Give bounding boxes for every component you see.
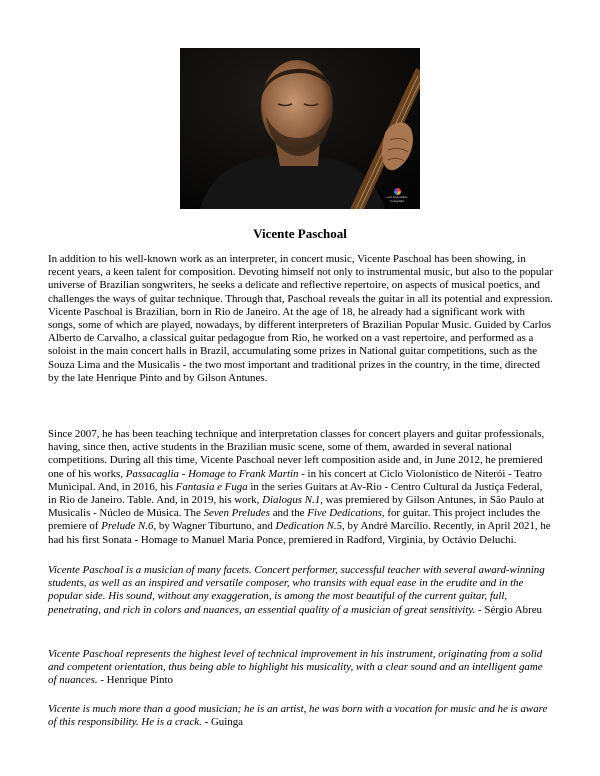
photographer-logo-icon [394, 188, 401, 195]
bio-text: - in his concert at Ciclo Violonístico de Niterói - Teatro Municipal. And, in 2016, his [48, 467, 542, 493]
work-title: Passacaglia - Homage to Frank Martin [125, 467, 299, 480]
bio-text: and the [270, 507, 308, 520]
quote-text: Vicente is much more than a good musician; he is an artist, he was born with a vocation for music and he is aware of this responsibility. He is a crack. [48, 703, 548, 729]
bio-paragraph-1: In addition to his well-known work as an interpreter, in concert music, Vicente Paschoal has been showing, in recent years, a keen talent for composition. Devoting himself not only to instrumental music, but also to the popular universe of Brazilian songwriters, he seeks a delicate and reflective repertoire, on aspects of musical poetics, and challenges the ways of guitar technique. Through that, Paschoal reveals the guitar in all its potential and expression. Vicente Paschoal is Brazilian, born in Rio de Janeiro. At the age of 18, he already had a significant work with songs, some of which are played, nowadays, by different interpreters of Brazilian Popular Music. Guided by Carlos Alberto de Carvalho, a classical guitar pedagogue from Rio, he worked on a vast repertoire, and performed as a soloist in the main concert halls in Brazil, accumulating some prizes in National guitar competitions, such as the Souza Lima and the Musicalis - the two most important and traditional prizes in the country, in the time, directed by the late Henrique Pinto and by Gilson Antunes. [48, 253, 553, 384]
quote-text: Vicente Paschoal represents the highest level of technical improvement in his instrument, originating from a solid and competent orientation, thus being able to highlight his musicality, with a clear sound and an intelligent game of nuances. [48, 648, 543, 687]
work-title: Fantasia e Fuga [175, 480, 248, 493]
bio-text: in the series Guitars at Av-Rio - Centro Cultural da Justiça Federal, in Rio de Janeiro. Table. And, in 2019, his work, [48, 480, 543, 507]
quote-source: - Sérgio Abreu [475, 603, 542, 616]
quote-sergio-abreu [48, 564, 553, 617]
photo-credit [382, 188, 412, 203]
quote-text: Vicente Paschoal is a musician of many facets. Concert performer, successful teacher with several award-winning students, as well as an inspired and versatile composer, who transits with equal ease in the erudite and in the popular side. His sound, without any exaggeration, is among the most beautiful of the current guitar, full, penetrating, and rich in colors and nuances, an essential quality of a musician of great sensitivity. [48, 564, 545, 616]
quote-guinga [48, 703, 553, 729]
work-title: Five Dedications [307, 507, 382, 520]
photo-credit-name: Luiz Guimarães [386, 195, 408, 200]
bio-text: Since 2007, he has been teaching technique and interpretation classes for concert players and guitar professionals, having, since then, active students in the Brazilian music scene, some of them, awarded in several national competitions. During all this time, Vicente Paschoal never left composition aside and, in June 2012, he premiered one of his works, [48, 428, 545, 480]
bio-text: , for guitar. This project includes the premiere of [48, 507, 541, 533]
portrait-photo [180, 48, 420, 209]
bio-paragraph-2 [48, 428, 553, 547]
work-title: Seven Preludes [203, 507, 270, 520]
work-title: Dedication N.5 [275, 520, 343, 533]
bio-text: , by André Marcílio. Recently, in April 2021, he had his first Sonata - Homage to Manuel Maria Ponce, premiered in Radford, Virginia, by Octávio Deluchi. [48, 520, 551, 546]
portrait-illustration [180, 48, 420, 209]
work-title: Prelude N.6 [101, 520, 154, 533]
bio-text: , was premiered by Gilson Antunes, in São Paulo at Musicalis - Núcleo de Música. The [48, 494, 545, 520]
photo-credit-role: Fotografia [390, 198, 404, 203]
page-title: Vicente Paschoal [253, 226, 347, 241]
quote-source: - Henrique Pinto [97, 674, 173, 687]
bio-text: , by Wagner Tiburtuno, and [153, 520, 276, 533]
quote-source: - Guinga [201, 716, 244, 729]
work-title: Dialogus N.1 [262, 494, 321, 507]
quote-henrique-pinto [48, 648, 553, 688]
